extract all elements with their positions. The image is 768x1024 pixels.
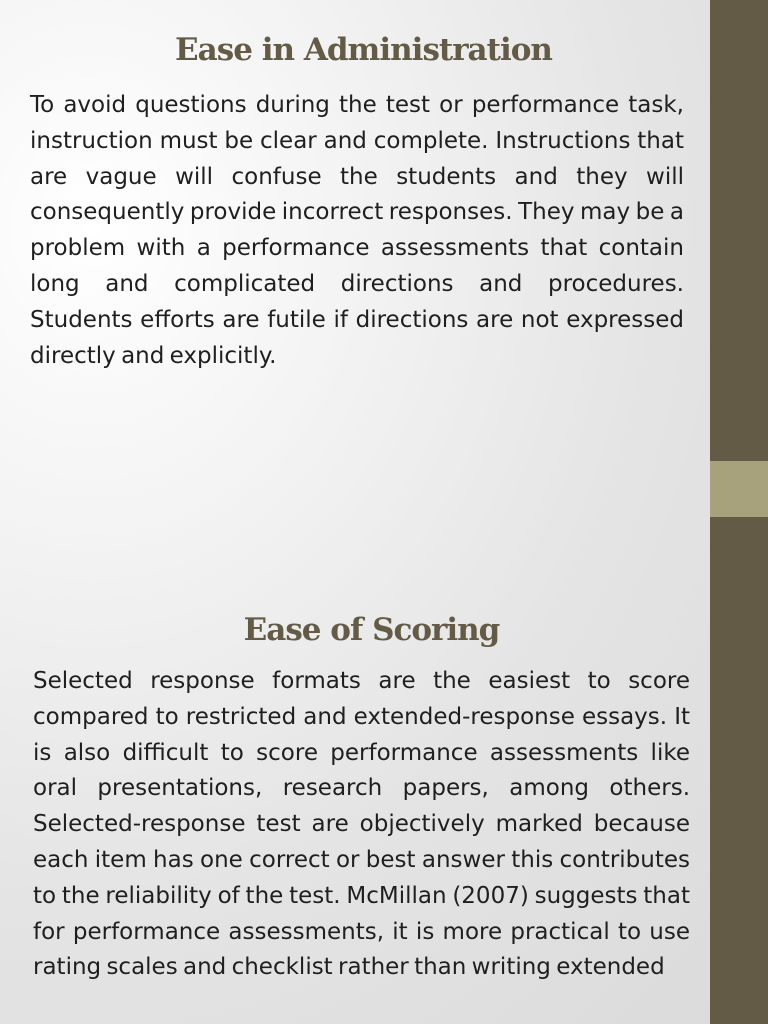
section-heading-scoring: Ease of Scoring [243,612,500,648]
sidebar-accent-block [710,461,768,517]
section-heading-administration: Ease in Administration [175,32,552,68]
section-body-scoring: Selected response formats are the easiest to score compared to restricted and extended-response essays. It is also difficult to score performance assessments like oral presentations, research papers, among others. Selected-response test are objectively marked because each item has one correct or best answer this contributes to the reliability of the test. McMillan (2007) suggests that for performance assessments, it is more practical to use rating scales and checklist rather than writing extended [33,668,690,981]
section-body-administration: To avoid questions during the test or performance task, instruction must be clear and complete. Instructions that are vague will confuse the students and they will consequently provide incorrect responses. They may be a problem with a performance assessments that contain long and complicated directions and procedures. Students efforts are futile if directions are not expressed directly and explicitly. [30,92,684,369]
